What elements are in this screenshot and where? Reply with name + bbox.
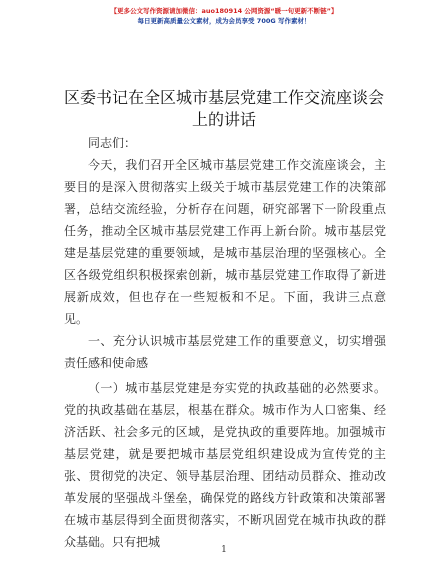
document-title-line-1: 区委书记在全区城市基层党建工作交流座谈会: [63, 88, 384, 107]
document-body: [64, 132, 386, 553]
document-title: [40, 87, 408, 131]
promo-banner-line-2: 每日更新高质量公文素材，成为会员享受 700G 写作素材！: [137, 17, 311, 25]
subsection-1-paragraph: （一）城市基层党建是夯实党的执政基础的必然要求。党的执政基础在基层，根基在群众。城市作为人口密集、经济活跃、社会多元的区域，是党执政的重要阵地。加强城市基层党建，就是要把城市基层党组织建设成为宣传党的主张、贯彻党的决定、领导基层治理、团结动员群众、推动改革发展的坚强战斗堡垒，确保党的路线方针政策和决策部署在城市基层得到全面贯彻落实，不断巩固党在城市执政的群众基础。只有把城: [64, 381, 386, 549]
greeting: 同志们：: [88, 136, 137, 150]
document-title-line-2: 上的讲话: [191, 110, 256, 129]
intro-paragraph: 今天，我们召开全区城市基层党建工作交流座谈会，主要目的是深入贯彻落实上级关于城市基层党建工作的决策部署，总结交流经验，分析存在问题，研究部署下一阶段重点任务，推动全区城市基层党建工作再上新台阶。城市基层党建是基层党建的重要领域，是城市基层治理的坚强核心。全区各级党组织积极探索创新，城市基层党建工作取得了新进展新成效，但也存在一些短板和不足。下面，我讲三点意见。: [64, 158, 386, 326]
page-number: 1: [221, 545, 227, 555]
section-1-heading: 一、充分认识城市基层党建工作的重要意义，切实增强责任感和使命感: [64, 334, 386, 370]
promo-banner: [0, 6, 448, 26]
promo-banner-line-1: 【更多公文写作资源请加微信：auo180914 公网资源“暖一句更新不断链”】: [110, 7, 338, 15]
